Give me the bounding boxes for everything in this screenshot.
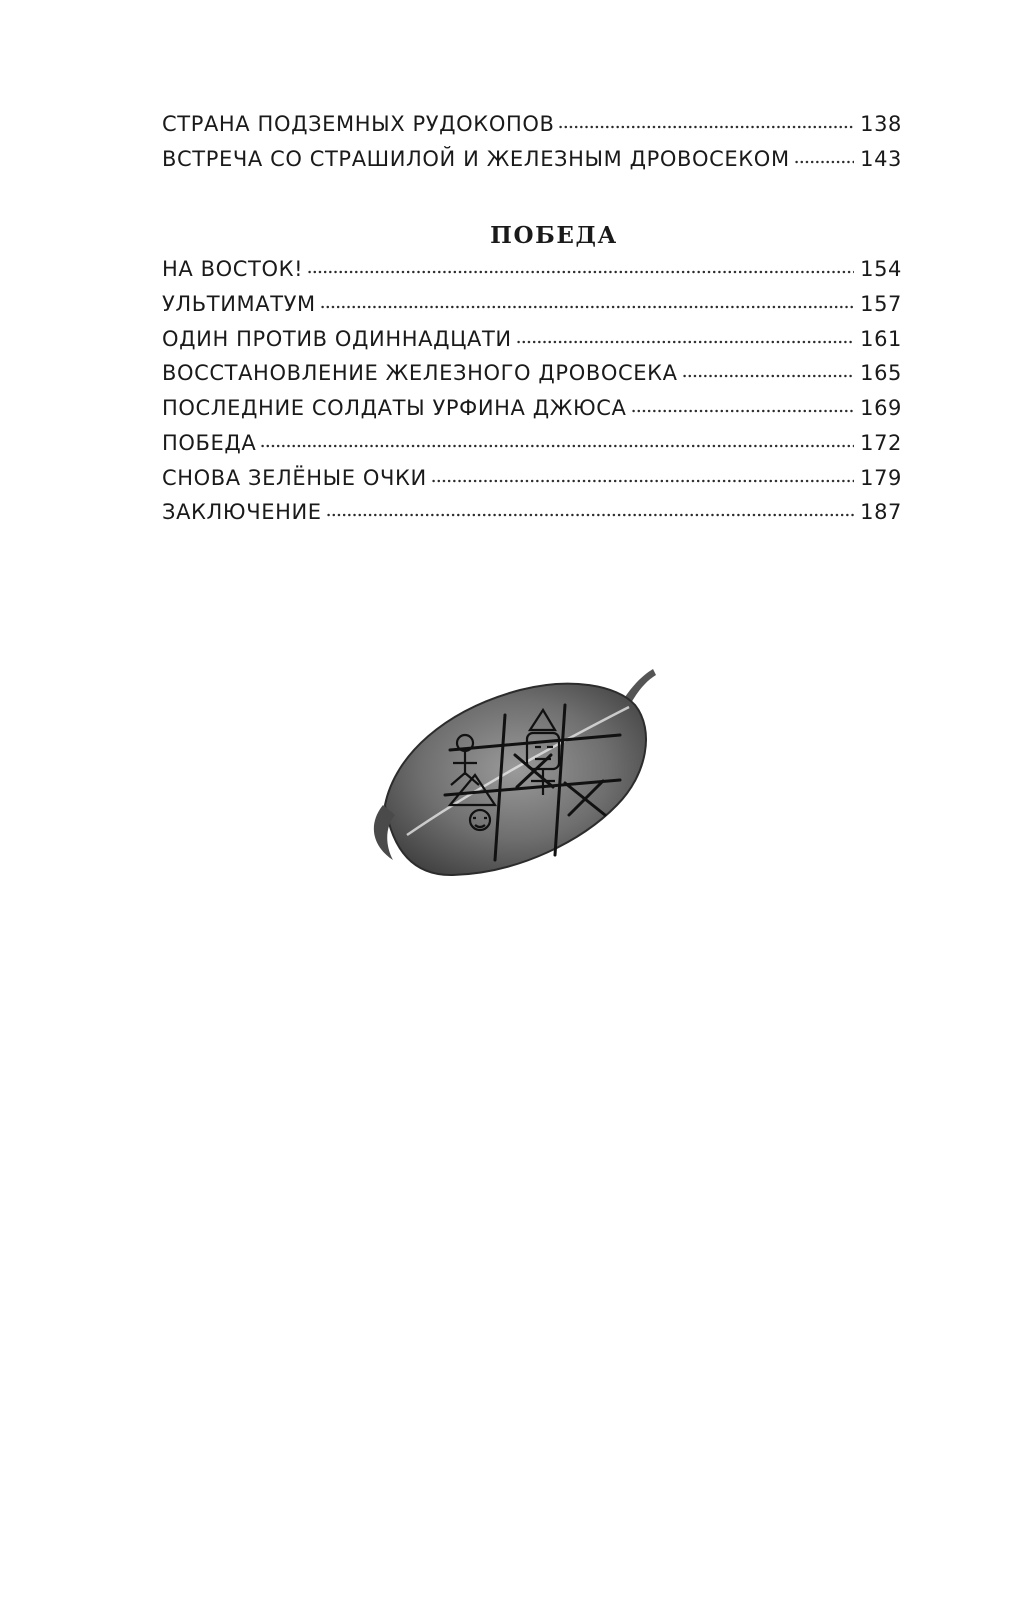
toc-entry-title: ВОССТАНОВЛЕНИЕ ЖЕЛЕЗНОГО ДРОВОСЕКА xyxy=(162,361,678,386)
toc-entry-page: 187 xyxy=(860,500,902,525)
toc-entry xyxy=(162,257,902,292)
toc-leader-dots xyxy=(682,372,855,380)
toc-entry-title: СНОВА ЗЕЛЁНЫЕ ОЧКИ xyxy=(162,465,427,490)
toc-leader-dots xyxy=(794,158,854,166)
toc-leader-dots xyxy=(260,442,854,450)
toc-entry xyxy=(162,431,902,466)
toc-entry xyxy=(162,361,902,396)
toc-entry-title: ВСТРЕЧА СО СТРАШИЛОЙ И ЖЕЛЕЗНЫМ ДРОВОСЕКОМ xyxy=(162,146,790,171)
toc-entry-title: СТРАНА ПОДЗЕМНЫХ РУДОКОПОВ xyxy=(162,112,555,136)
toc-entry-page: 165 xyxy=(860,361,902,386)
toc-entry-title: УЛЬТИМАТУМ xyxy=(162,292,316,317)
toc-entry xyxy=(162,147,902,182)
leaf-with-drawn-figures-icon xyxy=(355,655,685,880)
toc-entry xyxy=(162,292,902,327)
toc-entry-page: 138 xyxy=(860,112,902,136)
toc-entry xyxy=(162,396,902,431)
section-spacer xyxy=(162,181,902,215)
toc-leader-dots xyxy=(320,303,854,311)
toc-entry xyxy=(162,327,902,362)
toc-entry-page: 143 xyxy=(860,146,902,171)
toc-entry-title: ПОСЛЕДНИЕ СОЛДАТЫ УРФИНА ДЖЮСА xyxy=(162,396,627,421)
toc-entry-page: 157 xyxy=(860,292,902,317)
toc-entry-title: ЗАКЛЮЧЕНИЕ xyxy=(162,500,322,525)
toc-entry-page: 154 xyxy=(860,257,902,282)
table-of-contents xyxy=(162,112,902,535)
section-heading: ПОБЕДА xyxy=(490,222,618,250)
toc-entry-title: ПОБЕДА xyxy=(162,430,257,455)
leaf-illustration xyxy=(355,655,685,880)
toc-entry xyxy=(162,500,902,535)
toc-leader-dots xyxy=(516,338,854,346)
toc-leader-dots xyxy=(326,511,854,519)
toc-leader-dots xyxy=(307,268,854,276)
toc-entry xyxy=(162,112,902,147)
toc-entry-page: 161 xyxy=(860,326,902,351)
toc-entry-title: НА ВОСТОК! xyxy=(162,257,304,282)
toc-entry-page: 169 xyxy=(860,396,902,421)
toc-leader-dots xyxy=(431,477,854,485)
toc-leader-dots xyxy=(631,407,855,415)
toc-entry-page: 172 xyxy=(860,430,902,455)
toc-leader-dots xyxy=(558,123,854,131)
toc-entry xyxy=(162,466,902,501)
toc-entry-title: ОДИН ПРОТИВ ОДИННАДЦАТИ xyxy=(162,326,512,351)
toc-entry-page: 179 xyxy=(860,465,902,490)
